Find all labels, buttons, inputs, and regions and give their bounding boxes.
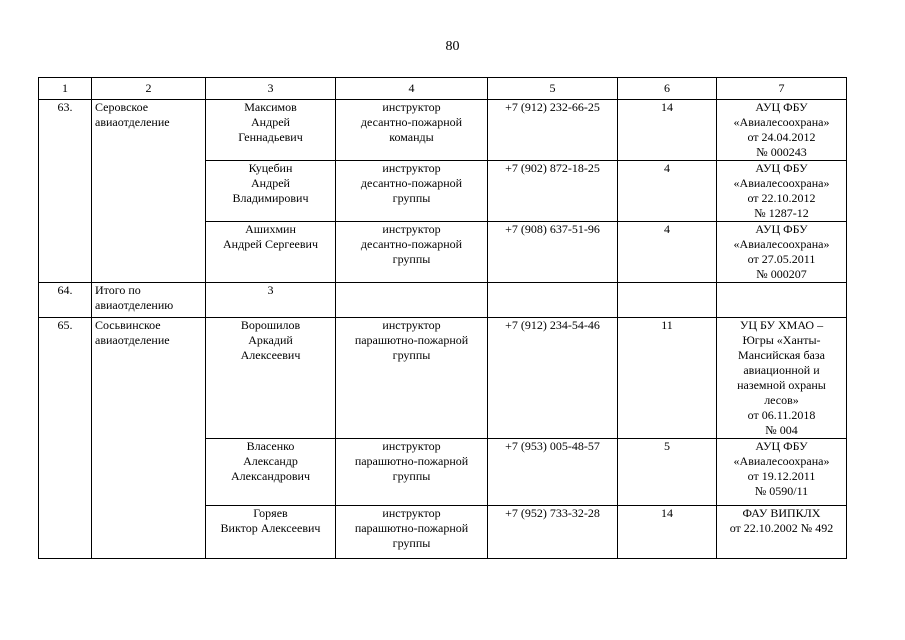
position-cell: инструктор десантно-пожарной команды [336, 100, 488, 161]
name-cell: Ворошилов Аркадий Алексеевич [206, 318, 336, 439]
certificate-cell: АУЦ ФБУ «Авиалесоохрана» от 19.12.2011 № 0590/11 [717, 439, 847, 506]
count-cell: 14 [618, 100, 717, 161]
position-cell: инструктор парашютно-пожарной группы [336, 318, 488, 439]
row-number-cell: 64. [39, 283, 92, 318]
position-cell: инструктор десантно-пожарной группы [336, 161, 488, 222]
certificate-cell: АУЦ ФБУ «Авиалесоохрана» от 24.04.2012 № 000243 [717, 100, 847, 161]
phone-cell: +7 (912) 232-66-25 [488, 100, 618, 161]
phone-cell: +7 (908) 637-51-96 [488, 222, 618, 283]
certificate-cell: АУЦ ФБУ «Авиалесоохрана» от 27.05.2011 № 000207 [717, 222, 847, 283]
table-header-row [39, 78, 847, 100]
instructors-table [38, 77, 847, 559]
header-cell: 6 [618, 78, 717, 100]
header-cell: 7 [717, 78, 847, 100]
header-cell: 4 [336, 78, 488, 100]
count-cell: 4 [618, 161, 717, 222]
header-cell: 1 [39, 78, 92, 100]
certificate-cell: УЦ БУ ХМАО – Югры «Ханты- Мансийская база авиационной и наземной охраны лесов» от 06.11.2018 № 004 [717, 318, 847, 439]
name-cell: Горяев Виктор Алексеевич [206, 506, 336, 559]
total-count-cell: 3 [206, 283, 336, 318]
phone-cell: +7 (952) 733-32-28 [488, 506, 618, 559]
name-cell: Максимов Андрей Геннадьевич [206, 100, 336, 161]
phone-cell: +7 (912) 234-54-46 [488, 318, 618, 439]
name-cell: Власенко Александр Александрович [206, 439, 336, 506]
header-cell: 3 [206, 78, 336, 100]
unit-name-cell: Серовское авиаотделение [92, 100, 206, 283]
name-cell: Куцебин Андрей Владимирович [206, 161, 336, 222]
position-cell: инструктор парашютно-пожарной группы [336, 439, 488, 506]
count-cell: 11 [618, 318, 717, 439]
certificate-cell: АУЦ ФБУ «Авиалесоохрана» от 22.10.2012 № 1287-12 [717, 161, 847, 222]
phone-cell: +7 (953) 005-48-57 [488, 439, 618, 506]
certificate-cell: ФАУ ВИПКЛХ от 22.10.2002 № 492 [717, 506, 847, 559]
header-cell: 2 [92, 78, 206, 100]
count-cell: 4 [618, 222, 717, 283]
count-cell: 5 [618, 439, 717, 506]
unit-name-cell: Сосьвинское авиаотделение [92, 318, 206, 559]
position-cell: инструктор парашютно-пожарной группы [336, 506, 488, 559]
row-number-cell: 63. [39, 100, 92, 283]
page-number: 80 [445, 39, 460, 54]
row-number-cell: 65. [39, 318, 92, 559]
table-row [39, 318, 847, 439]
empty-cell [717, 283, 847, 318]
name-cell: Ашихмин Андрей Сергеевич [206, 222, 336, 283]
count-cell: 14 [618, 506, 717, 559]
table-row [39, 100, 847, 161]
total-label-cell: Итого по авиаотделению [92, 283, 206, 318]
empty-cell [488, 283, 618, 318]
empty-cell [336, 283, 488, 318]
total-row [39, 283, 847, 318]
position-cell: инструктор десантно-пожарной группы [336, 222, 488, 283]
empty-cell [618, 283, 717, 318]
phone-cell: +7 (902) 872-18-25 [488, 161, 618, 222]
header-cell: 5 [488, 78, 618, 100]
